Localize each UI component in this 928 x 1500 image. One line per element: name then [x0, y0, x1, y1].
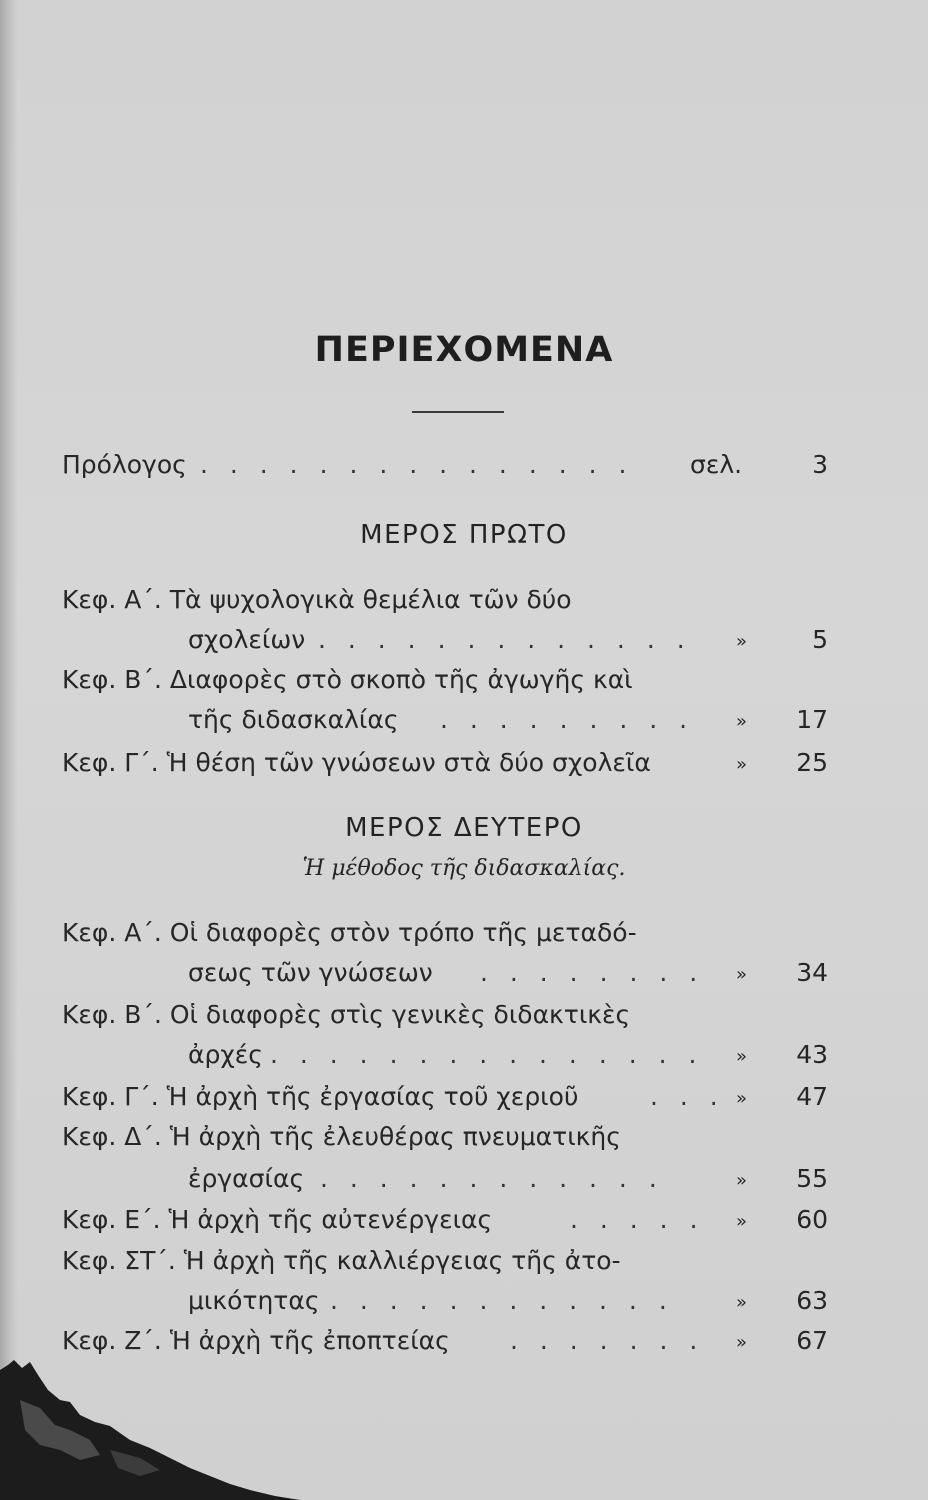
ditto-mark: » [736, 711, 748, 732]
toc-entry [0, 748, 928, 788]
ditto-mark: » [736, 754, 748, 775]
chapter-title-cont: τῆς διδασκαλίας [188, 705, 399, 734]
ditto-mark: » [736, 631, 748, 652]
toc-entry [0, 1246, 928, 1286]
chapter-title: Κεφ. Γ΄. Ἡ θέση τῶν γνώσεων στὰ δύο σχολεῖα [62, 748, 651, 777]
toc-entry-continuation [0, 1286, 928, 1326]
torn-page-corner [0, 1330, 300, 1500]
leader-dots: . . . . . . . . . . . . [320, 1164, 664, 1193]
toc-entry-continuation [0, 625, 928, 665]
ditto-mark: » [736, 1088, 748, 1109]
page-number: 5 [812, 625, 828, 654]
toc-entry [0, 665, 928, 705]
page-number: 34 [796, 958, 828, 987]
page-number: 25 [796, 748, 828, 777]
chapter-title: Κεφ. Ε΄. Ἡ ἀρχὴ τῆς αὐτενέργειας [62, 1205, 493, 1234]
part2-title: ΜΕΡΟΣ ΔΕΥΤΕΡΟ [345, 813, 583, 843]
toc-entry-continuation [0, 1040, 928, 1080]
leader-dots: . . . . . . . [510, 1326, 705, 1355]
toc-entry [0, 1000, 928, 1040]
leader-dots: . . . . . [570, 1205, 705, 1234]
leader-dots: . . . . . . . . . [440, 705, 695, 734]
chapter-title: Κεφ. Β΄. Διαφορὲς στὸ σκοπὸ τῆς ἀγωγῆς καὶ [62, 665, 633, 694]
prologue-row [0, 450, 928, 490]
leader-dots: . . . [650, 1082, 725, 1111]
page-number: 17 [796, 705, 828, 734]
ditto-mark: » [736, 1292, 748, 1313]
page-number: 67 [796, 1326, 828, 1355]
toc-entry [0, 585, 928, 625]
chapter-title: Κεφ. Α΄. Οἱ διαφορὲς στὸν τρόπο τῆς μεταδό- [62, 918, 637, 947]
contents-heading: ΠΕΡΙΕΧΟΜΕΝΑ [314, 330, 614, 370]
page-number: 47 [796, 1082, 828, 1111]
prologue-page: 3 [812, 450, 828, 479]
chapter-title: Κεφ. Δ΄. Ἡ ἀρχὴ τῆς ἐλευθέρας πνευματικῆς [62, 1122, 621, 1151]
toc-entry [0, 1122, 928, 1162]
prologue-dots: . . . . . . . . . . . . . . . [200, 450, 634, 479]
leader-dots: . . . . . . . . [480, 958, 705, 987]
chapter-title-cont: σχολείων [188, 625, 306, 654]
page-number: 60 [796, 1205, 828, 1234]
page-number: 55 [796, 1164, 828, 1193]
chapter-title: Κεφ. Α΄. Τὰ ψυχολογικὰ θεμέλια τῶν δύο [62, 585, 572, 614]
page-abbrev: σελ. [690, 450, 743, 479]
leader-dots: . . . . . . . . . . . . . [318, 625, 692, 654]
page-number: 63 [796, 1286, 828, 1315]
ditto-mark: » [736, 1046, 748, 1067]
chapter-title-cont: σεως τῶν γνώσεων [188, 958, 433, 987]
toc-entry [0, 1205, 928, 1245]
chapter-title: Κεφ. Β΄. Οἱ διαφορὲς στὶς γενικὲς διδακτικὲς [62, 1000, 631, 1029]
ditto-mark: » [736, 964, 748, 985]
chapter-title: Κεφ. Γ΄. Ἡ ἀρχὴ τῆς ἐργασίας τοῦ χεριοῦ [62, 1082, 579, 1111]
chapter-title-cont: μικότητας [188, 1286, 320, 1315]
toc-entry-continuation [0, 958, 928, 998]
ditto-mark: » [736, 1211, 748, 1232]
toc-entry [0, 918, 928, 958]
leader-dots: . . . . . . . . . . . . [330, 1286, 674, 1315]
page-number: 43 [796, 1040, 828, 1069]
ditto-mark: » [736, 1170, 748, 1191]
prologue-label: Πρόλογος [62, 450, 187, 479]
part1-title: ΜΕΡΟΣ ΠΡΩΤΟ [360, 520, 568, 550]
chapter-title-cont: ἀρχές [188, 1040, 263, 1069]
toc-entry-continuation [0, 1164, 928, 1204]
part2-subtitle: Ἡ μέθοδος τῆς διδασκαλίας. [302, 856, 626, 881]
toc-entry-continuation [0, 705, 928, 745]
toc-entry [0, 1082, 928, 1122]
chapter-title: Κεφ. Ζ΄. Ἡ ἀρχὴ τῆς ἐποπτείας [62, 1326, 450, 1355]
heading-rule [412, 411, 504, 413]
leader-dots: . . . . . . . . . . . . . . . [270, 1040, 704, 1069]
ditto-mark: » [736, 1332, 748, 1353]
chapter-title: Κεφ. ΣΤ΄. Ἡ ἀρχὴ τῆς καλλιέργειας τῆς ἀτο- [62, 1246, 621, 1275]
chapter-title-cont: ἐργασίας [188, 1164, 305, 1193]
